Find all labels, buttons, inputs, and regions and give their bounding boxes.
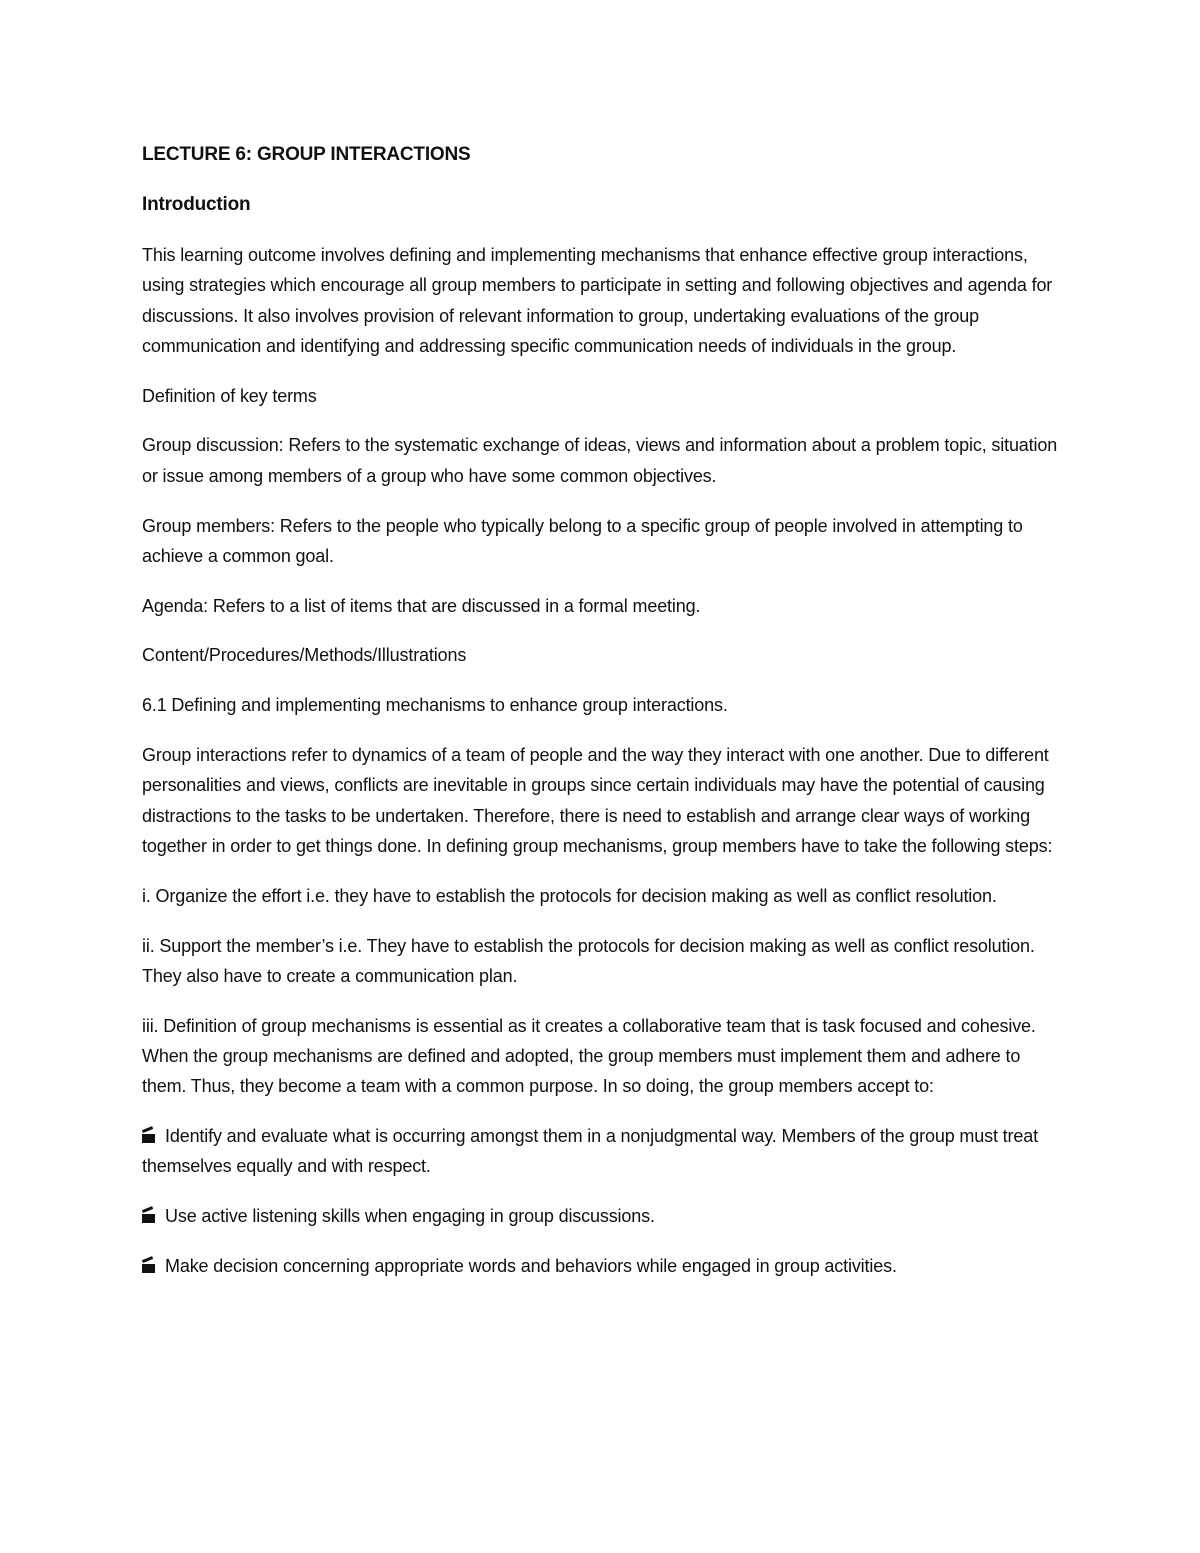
section-6-1-heading: 6.1 Defining and implementing mechanisms to enhance group interactions. [142,695,728,716]
bullet-text: Use active listening skills when engaging in group discussions. [165,1206,655,1227]
bullet-item [142,1251,1062,1281]
step-ii: ii. Support the member’s i.e. They have to establish the protocols for decision making as well as conflict resolution. They also have to create a communication plan. [142,935,1035,986]
clapperboard-icon [142,1209,155,1223]
definition-agenda: Agenda: Refers to a list of items that are discussed in a formal meeting. [142,595,701,616]
page-title: LECTURE 6: GROUP INTERACTIONS [142,144,471,165]
step-iii: iii. Definition of group mechanisms is essential as it creates a collaborative team that is task focused and cohesive. When the group mechanisms are defined and adopted, the group members must implement them and adhere to them. Thus, they become a team with a common purpose. In so doing, the group members accept to: [142,1015,1036,1097]
bullet-item [142,1201,1062,1231]
clapperboard-icon [142,1129,155,1143]
introduction-heading: Introduction [142,194,251,215]
step-i: i. Organize the effort i.e. they have to establish the protocols for decision making as well as conflict resolution. [142,885,997,906]
content-heading: Content/Procedures/Methods/Illustrations [142,645,467,666]
definition-group-discussion: Group discussion: Refers to the systematic exchange of ideas, views and information about a problem topic, situation or issue among members of a group who have some common objectives. [142,435,1058,486]
clapperboard-icon [142,1259,155,1273]
definition-group-members: Group members: Refers to the people who typically belong to a specific group of people involved in attempting to achieve a common goal. [142,515,1023,566]
introduction-paragraph: This learning outcome involves defining and implementing mechanisms that enhance effective group interactions, using strategies which encourage all group members to participate in setting and following objectives and agenda for discussions. It also involves provision of relevant information to group, undertaking evaluations of the group communication and identifying and addressing specific communication needs of individuals in the group. [142,245,1053,356]
definitions-heading: Definition of key terms [142,385,317,406]
bullet-item [142,1121,1062,1182]
bullet-text: Make decision concerning appropriate words and behaviors while engaged in group activities. [165,1255,897,1276]
group-interactions-paragraph: Group interactions refer to dynamics of a team of people and the way they interact with one another. Due to different personalities and views, conflicts are inevitable in groups since certain individuals may have the potential of causing distractions to the tasks to be undertaken. Therefore, there is need to establish and arrange clear ways of working together in order to get things done. In defining group mechanisms, group members have to take the following steps: [142,745,1053,856]
bullet-text: Identify and evaluate what is occurring amongst them in a nonjudgmental way. Members of the group must treat themselves equally and with respect. [142,1126,1038,1177]
document-page [142,140,1062,1301]
